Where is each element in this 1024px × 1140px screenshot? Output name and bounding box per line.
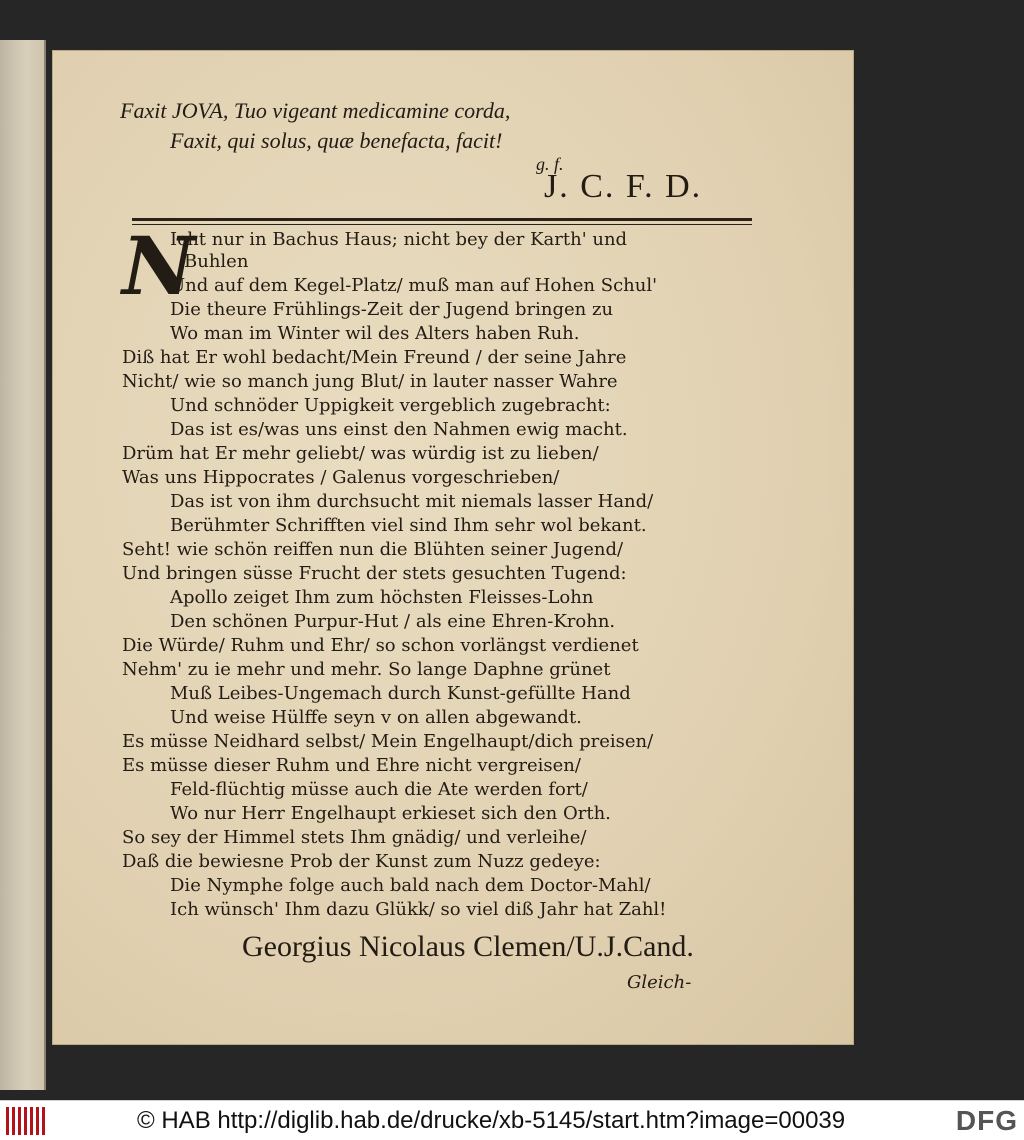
poem-line: Es müsse dieser Ruhm und Ehre nicht vergreisen/ — [122, 755, 581, 776]
poem-line: Und schnöder Uppigkeit vergeblich zugebracht: — [170, 395, 611, 416]
poem-line: Es müsse Neidhard selbst/ Mein Engelhaupt/dich preisen/ — [122, 731, 654, 752]
poem-line: Nicht/ wie so manch jung Blut/ in lauter nasser Wahre — [122, 371, 618, 392]
author-signature: Georgius Nicolaus Clemen/U.J.Cand. — [242, 930, 694, 963]
poem-line: Ich wünsch' Ihm dazu Glükk/ so viel diß Jahr hat Zahl! — [170, 899, 667, 920]
poem-line: Wo man im Winter wil des Alters haben Ruh. — [170, 323, 580, 344]
poem-line: Und auf dem Kegel-Platz/ muß man auf Hohen Schul' — [170, 275, 658, 296]
dfg-logo: DFG — [955, 1105, 1018, 1136]
poem-line: Das ist von ihm durchsucht mit niemals lasser Hand/ — [170, 491, 654, 512]
poem-line: Die Nymphe folge auch bald nach dem Doctor-Mahl/ — [170, 875, 651, 896]
poem-line: So sey der Himmel stets Ihm gnädig/ und verleihe/ — [122, 827, 587, 848]
initials-signature: J. C. F. D. — [544, 168, 703, 205]
poem-line: Icht nur in Bachus Haus; nicht bey der Karth' und — [170, 229, 628, 250]
poem-line: Buhlen — [184, 251, 249, 272]
poem-line: Seht! wie schön reiffen nun die Blühten seiner Jugend/ — [122, 539, 624, 560]
poem-line: Und bringen süsse Frucht der stets gesuchten Tugend: — [122, 563, 627, 584]
divider-rule-thin — [132, 224, 752, 225]
poem-line: Den schönen Purpur-Hut / als eine Ehren-Krohn. — [170, 611, 616, 632]
poem-line: Muß Leibes-Ungemach durch Kunst-gefüllte Hand — [170, 683, 631, 704]
latin-verse-line-2: Faxit, qui solus, quæ benefacta, facit! — [170, 128, 503, 153]
poem-line: Feld-flüchtig müsse auch die Ate werden fort/ — [170, 779, 588, 800]
poem-line: Diß hat Er wohl bedacht/Mein Freund / der seine Jahre — [122, 347, 627, 368]
footer-source-url: © HAB http://diglib.hab.de/drucke/xb-5145/start.htm?image=00039 — [137, 1107, 846, 1134]
poem-line: Nehm' zu ie mehr und mehr. So lange Daphne grünet — [122, 659, 611, 680]
divider-rule — [132, 218, 752, 221]
poem-line: Was uns Hippocrates / Galenus vorgeschrieben/ — [122, 467, 560, 488]
poem-line: Daß die bewiesne Prob der Kunst zum Nuzz gedeye: — [122, 851, 601, 872]
book-page — [52, 50, 854, 1045]
poem-line: Die Würde/ Ruhm und Ehr/ so schon vorlängst verdienet — [122, 635, 639, 656]
poem-line: Die theure Frühlings-Zeit der Jugend bringen zu — [170, 299, 614, 320]
footer-bar — [0, 1100, 1024, 1140]
catchword: Gleich- — [627, 972, 692, 993]
poem-line: Apollo zeiget Ihm zum höchsten Fleisses-Lohn — [170, 587, 594, 608]
hab-logo-icon — [6, 1107, 46, 1135]
latin-verse-line-1: Faxit JOVA, Tuo vigeant medicamine corda, — [120, 98, 511, 123]
poem-line: Berühmter Schrifften viel sind Ihm sehr wol bekant. — [170, 515, 647, 536]
poem-line: Wo nur Herr Engelhaupt erkieset sich den Orth. — [170, 803, 611, 824]
drop-cap: N — [122, 219, 196, 313]
previous-page-edge — [0, 40, 46, 1090]
small-signature: g. f. — [536, 154, 564, 174]
poem-line: Und weise Hülffe seyn v on allen abgewandt. — [170, 707, 582, 728]
poem-line: Drüm hat Er mehr geliebt/ was würdig ist zu lieben/ — [122, 443, 599, 464]
poem-line: Das ist es/was uns einst den Nahmen ewig macht. — [170, 419, 628, 440]
